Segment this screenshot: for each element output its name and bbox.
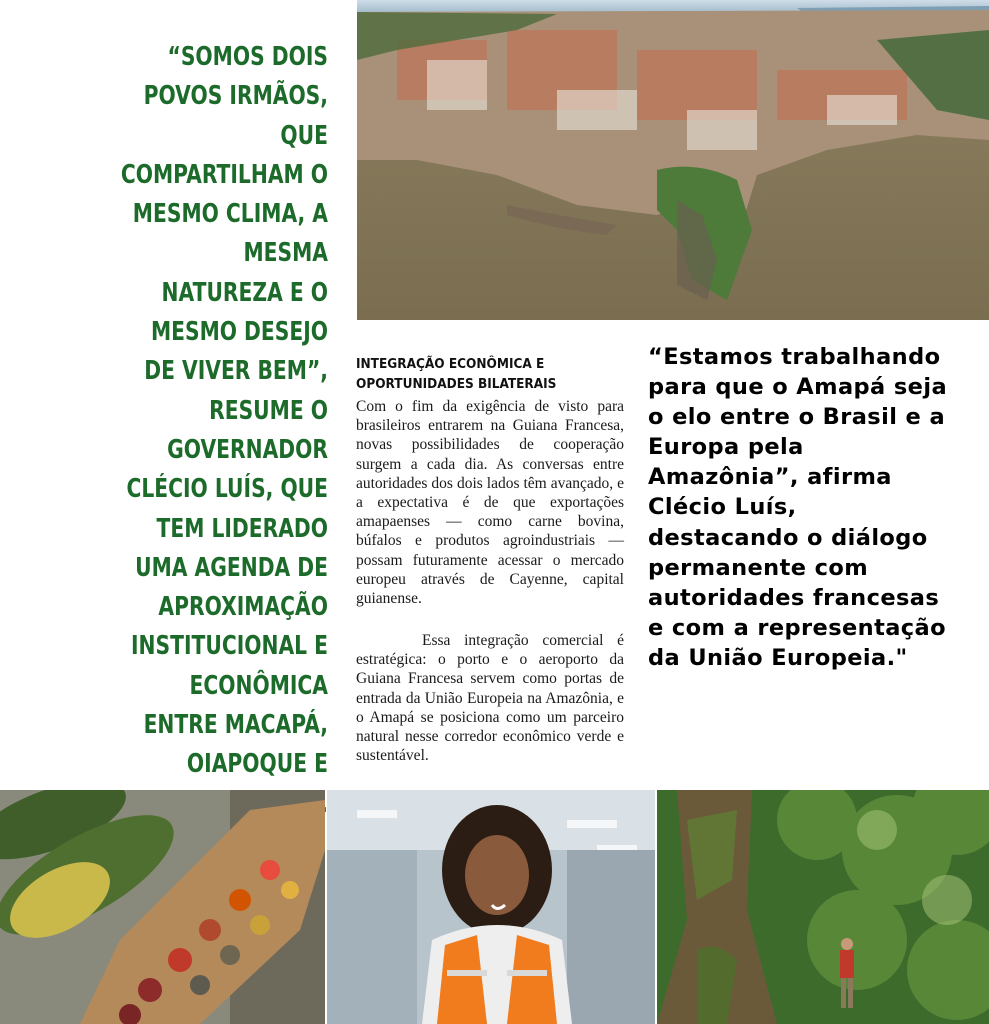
produce-basket-photo [0, 790, 325, 1024]
article-heading: INTEGRAÇÃO ECONÔMICA E OPORTUNIDADES BILATERAIS [356, 356, 557, 392]
highlight-quote: “Estamos trabalhando para que o Amapá seja o elo entre o Brasil e a Europa pela Amazônia”, afirma Clécio Luís, destacando o diálogo permanente com autoridades francesas e com a representação da União Europeia." [648, 344, 948, 671]
pull-quote: “SOMOS DOIS POVOS IRMÃOS, QUE COMPARTILHAM O MESMO CLIMA, A MESMA NATUREZA E O MESMO DESEJO DE VIVER BEM”, RESUME O GOVERNADOR CLÉCIO LUÍS, QUE TEM LIDERADO UMA AGENDA DE APROXIMAÇÃO INSTITUCIONAL E ECONÔMICA ENTRE MACAPÁ, OIAPOQUE E [120, 42, 328, 780]
article-paragraph: Essa integração comercial é estratégica: o porto e o aeroporto da Guiana Francesa servem como portas de entrada da União Europeia na Amazônia, e o Amapá se posiciona como um parceiro natural nesse corredor econômico verde e sustentável. [356, 632, 624, 765]
forest-hiker-photo [657, 790, 989, 1024]
worker-portrait-photo [327, 790, 655, 1024]
pull-quote-container [0, 0, 328, 780]
article-paragraph: Com o fim da exigência de visto para brasileiros entrarem na Guiana Francesa, novas possibilidades de cooperação surgem a cada dia. As conversas entre autoridades dos dois lados têm avançado, e a expectativa é de que exportações amapaenses — como carne bovina, búfalos e produtos agroindustriais — possam futuramente acessar o mercado europeu através de Cayenne, capital guianense. [356, 398, 624, 608]
aerial-town-photo [357, 0, 989, 320]
